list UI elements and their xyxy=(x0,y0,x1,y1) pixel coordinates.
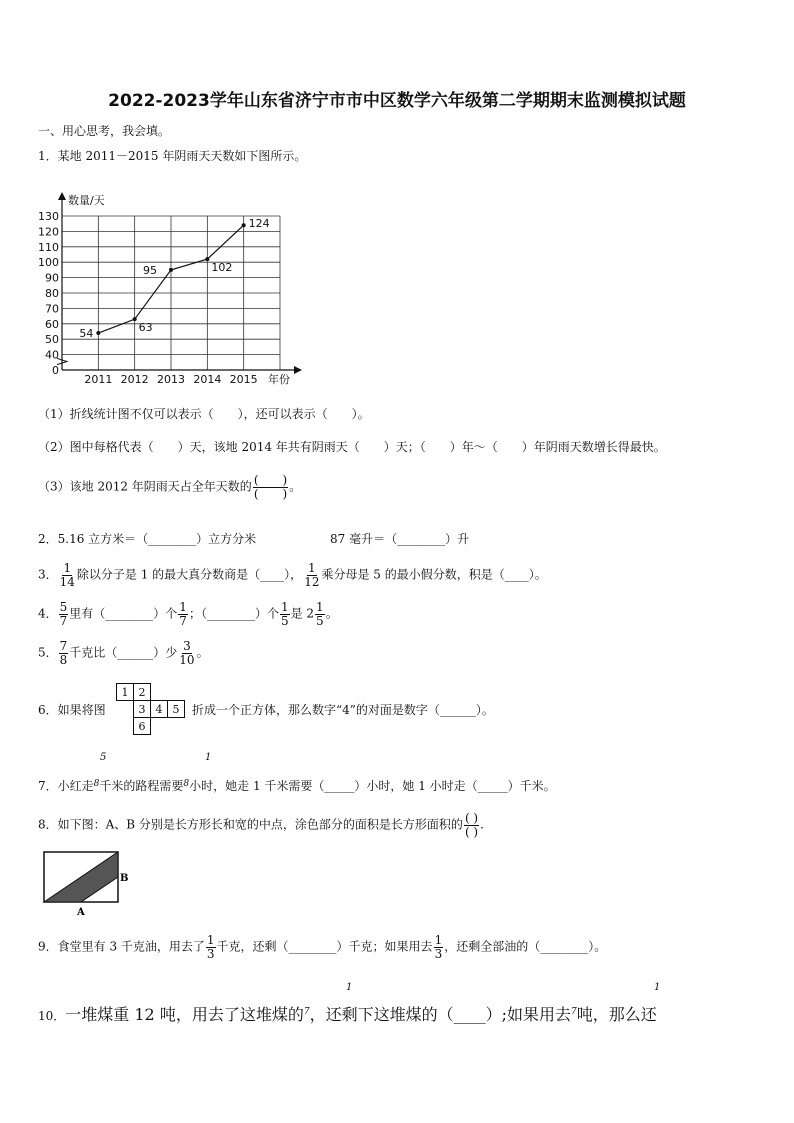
q10-text: 一堆煤重 12 吨，用去了这堆煤的 xyxy=(65,1005,304,1024)
label-b: B xyxy=(120,873,129,884)
q9-text-end: ，还剩全部油的（________）。 xyxy=(444,939,607,954)
net-cell: 6 xyxy=(134,718,151,735)
y-tick-label: 0 xyxy=(52,364,59,377)
q5-text: 千克比（______）少 xyxy=(69,645,178,660)
fraction-denominator: 3 xyxy=(434,946,443,961)
q7-numerator-2: 1 xyxy=(205,752,212,763)
q7-text: 千米的路程需要 xyxy=(99,779,184,793)
label-a: A xyxy=(77,907,85,918)
fraction-denominator: 3 xyxy=(206,946,215,961)
fraction-numerator: 1 xyxy=(316,600,324,614)
section-heading: 一、用心思考，我会填。 xyxy=(38,124,171,138)
question-1-sub-3 xyxy=(38,474,301,500)
cube-net xyxy=(116,683,185,735)
fraction-denominator: 12 xyxy=(304,574,320,589)
y-tick-label: 130 xyxy=(38,210,59,223)
q8-text: 8．如下图：A、B 分别是长方形长和宽的中点，涂色部分的面积是长方形面积的 xyxy=(38,817,463,832)
net-cell: 5 xyxy=(168,701,185,718)
q10-denominator-1: 7 xyxy=(303,1007,310,1017)
data-label: 124 xyxy=(248,217,270,231)
fraction-denominator: 7 xyxy=(59,613,68,628)
data-point xyxy=(96,331,100,335)
net-cell: 4 xyxy=(151,701,168,718)
fraction xyxy=(59,601,69,627)
page-title: 2022-2023学年山东省济宁市市中区数学六年级第二学期期末监测模拟试题 xyxy=(108,91,686,111)
question-7 xyxy=(38,780,556,792)
q5-number: 5． xyxy=(38,645,58,660)
q10-numerator-2: 1 xyxy=(654,982,661,993)
q4-text: 是 2 xyxy=(290,606,315,621)
x-tick-label: 2013 xyxy=(157,373,185,386)
fraction-denominator: 14 xyxy=(59,574,75,589)
x-tick-label: 2015 xyxy=(229,373,258,386)
fraction-numerator: ( ) xyxy=(464,811,479,825)
q1-sub3-text: （3）该地 2012 年阴雨天占全年天数的 xyxy=(38,479,252,494)
q10-numerator-1: 1 xyxy=(346,982,353,993)
q4-number: 4． xyxy=(38,606,58,621)
data-point xyxy=(242,223,246,227)
q10-number: 10． xyxy=(38,1009,66,1023)
data-point xyxy=(169,268,173,272)
x-axis-label: 年份 xyxy=(268,373,290,386)
data-point xyxy=(133,317,137,321)
question-2-part-1: 2．5.16 立方米＝（________）立方分米 xyxy=(38,532,257,546)
y-axis-arrow xyxy=(58,192,66,200)
y-tick-label: 80 xyxy=(45,287,59,300)
question-10 xyxy=(38,1002,657,1025)
x-tick-label: 2011 xyxy=(84,373,113,386)
fraction-numerator: 1 xyxy=(179,600,187,614)
y-tick-label: 50 xyxy=(45,333,59,347)
fraction-numerator: 1 xyxy=(308,561,316,575)
q9-text: 千克，还剩（________）千克；如果用去 xyxy=(216,939,433,954)
line-chart xyxy=(36,188,306,388)
q3-number: 3． xyxy=(38,567,58,582)
fraction xyxy=(178,601,188,627)
q4-text: ；（________）个 xyxy=(188,606,279,621)
question-8 xyxy=(38,812,484,838)
question-5 xyxy=(38,640,209,666)
fraction-numerator: 1 xyxy=(63,561,72,575)
q7-text-end: 小时，她走 1 千米需要（_____）小时，她 1 小时走（_____）千米。 xyxy=(189,779,556,793)
rectangle-diagram xyxy=(40,848,140,920)
fraction xyxy=(59,640,69,666)
net-cell: 3 xyxy=(134,701,151,718)
data-point xyxy=(205,257,209,261)
data-label: 54 xyxy=(79,327,94,341)
q7-numerator-1: 5 xyxy=(100,752,107,763)
fraction-denominator: ( ) xyxy=(464,824,479,839)
y-tick-label: 60 xyxy=(45,317,59,331)
q8-end: . xyxy=(480,817,484,832)
question-6-pre: 6．如果将图 xyxy=(38,703,106,717)
question-2-part-2: 87 毫升＝（________）升 xyxy=(330,532,470,546)
question-3 xyxy=(38,562,547,588)
question-6-post: 折成一个正方体，那么数字“4”的对面是数字（______）。 xyxy=(192,703,494,717)
question-9 xyxy=(38,934,606,960)
q4-text-end: 。 xyxy=(325,606,338,621)
chart-marks xyxy=(79,217,269,340)
y-tick-label: 40 xyxy=(45,348,59,362)
fraction xyxy=(178,640,195,666)
x-tick-label: 2014 xyxy=(193,373,222,386)
y-tick-label: 100 xyxy=(38,256,59,270)
data-label: 63 xyxy=(138,321,153,335)
q10-text-end: 吨，那么还 xyxy=(576,1005,657,1024)
x-tick-label: 2012 xyxy=(120,373,149,386)
q7-text: 7．小红走 xyxy=(38,779,94,793)
fraction-denominator: 10 xyxy=(179,652,195,667)
fraction-denominator: 5 xyxy=(316,613,324,628)
fraction-numerator: 7 xyxy=(59,639,68,653)
fraction-denominator: ( ) xyxy=(253,486,288,501)
y-axis-label: 数量/天 xyxy=(68,194,105,207)
y-tick-label: 110 xyxy=(38,240,59,254)
fraction-denominator: 7 xyxy=(179,613,187,628)
q4-text: 里有（________）个 xyxy=(69,606,178,621)
data-label: 102 xyxy=(211,261,233,275)
q7-denominator-2: 8 xyxy=(183,779,190,789)
q3-text: 除以分子是 1 的最大真分数商是（____）， xyxy=(76,567,303,582)
question-1-stem: 1．某地 2011－2015 年阴雨天天数如下图所示。 xyxy=(38,149,307,163)
fraction xyxy=(315,601,325,627)
question-1-sub-1: （1）折线统计图不仅可以表示（ ），还可以表示（ ）。 xyxy=(38,407,370,421)
q1-sub3-end: 。 xyxy=(289,479,302,494)
question-1-sub-2: （2）图中每格代表（ ）天，该地 2014 年共有阴雨天（ ）天；（ ）年～（ ）年阴雨天数增长得最快。 xyxy=(38,440,666,454)
q10-denominator-2: 7 xyxy=(570,1007,577,1017)
x-axis-arrow xyxy=(294,366,302,374)
fraction xyxy=(206,934,216,960)
answer-fraction xyxy=(253,474,288,500)
q3-text-end: 乘分母是 5 的最小假分数，积是（____）。 xyxy=(321,567,547,582)
fraction-numerator: 1 xyxy=(434,933,443,947)
q7-denominator-1: 8 xyxy=(93,779,100,789)
y-tick-label: 90 xyxy=(45,271,59,285)
fraction-numerator: 1 xyxy=(280,600,289,614)
q9-text: 9．食堂里有 3 千克油，用去了 xyxy=(38,939,205,954)
answer-fraction xyxy=(464,812,479,838)
y-tick-label: 120 xyxy=(38,225,59,239)
fraction-numerator: 1 xyxy=(206,933,215,947)
fraction xyxy=(59,562,76,588)
net-cell: 1 xyxy=(117,684,134,701)
data-label: 95 xyxy=(143,263,157,277)
q5-text-end: 。 xyxy=(196,645,209,660)
y-tick-label: 70 xyxy=(45,302,59,316)
fraction xyxy=(434,934,444,960)
question-4 xyxy=(38,601,338,627)
q10-text: ，还剩下这堆煤的（____）;如果用去 xyxy=(309,1005,571,1024)
fraction-numerator: 3 xyxy=(183,639,191,653)
chart-grid xyxy=(62,216,280,370)
fraction-denominator: 8 xyxy=(59,652,68,667)
fraction-numerator: 5 xyxy=(59,600,68,614)
fraction-numerator: ( ) xyxy=(253,473,288,487)
fraction xyxy=(280,601,290,627)
fraction xyxy=(303,562,320,588)
fraction-denominator: 5 xyxy=(280,613,289,628)
net-cell: 2 xyxy=(134,684,151,701)
